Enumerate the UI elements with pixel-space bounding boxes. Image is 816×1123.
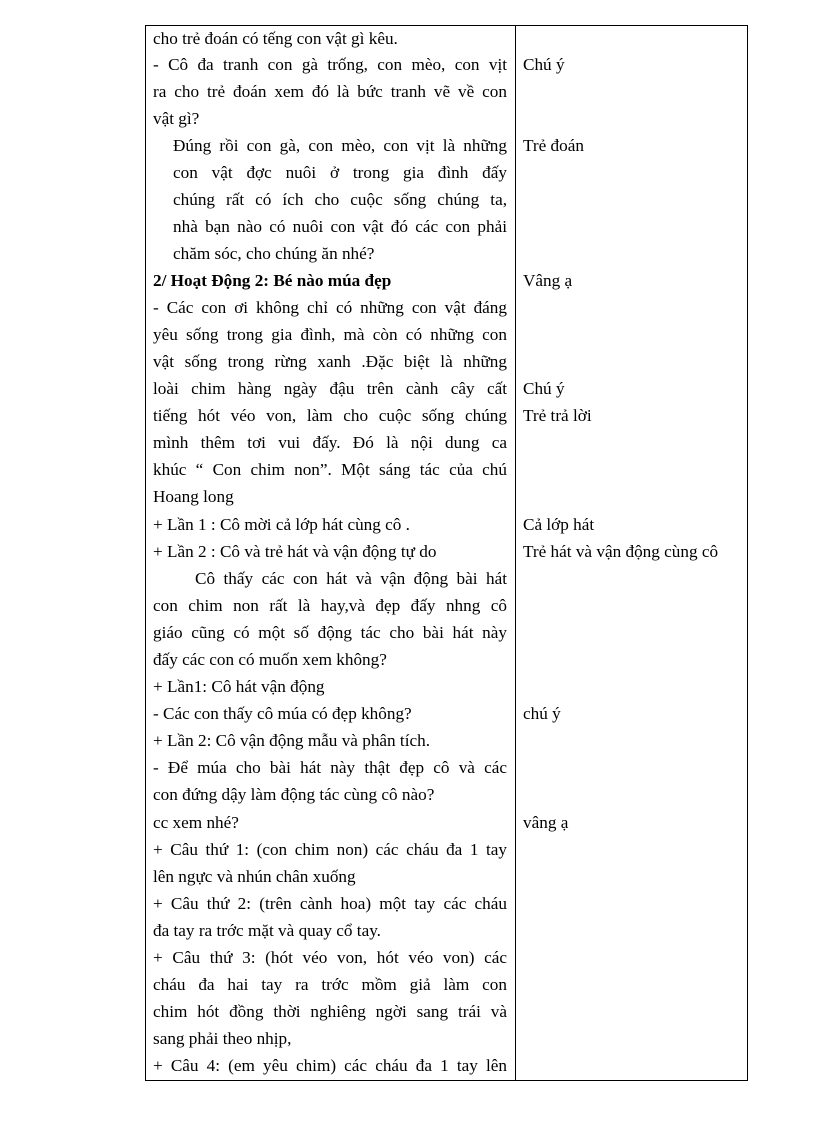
text-line: cháu đa hai tay ra trớc mồm giả làm con: [153, 975, 507, 994]
text-line: đa tay ra trớc mặt và quay cổ tay.: [153, 921, 381, 940]
text-line: lên ngực và nhún chân xuống: [153, 867, 356, 886]
response-text: Cả lớp hát: [523, 515, 595, 534]
text-line: Đúng rồi con gà, con mèo, con vịt là những: [173, 136, 507, 155]
text-line: - Cô đa tranh con gà trống, con mèo, con vịt: [153, 55, 507, 74]
text-line: con vật đợc nuôi ở trong gia đình đấy: [173, 163, 507, 182]
text-line: + Lần 2: Cô vận động mẫu và phân tích.: [153, 731, 430, 750]
text-line: vật gì?: [153, 109, 200, 128]
text-line: nhà bạn nào có nuôi con vật đó các con phải: [173, 217, 507, 236]
response-text: chú ý: [523, 704, 561, 723]
text-line: yêu sống trong gia đình, mà còn có những con: [153, 325, 507, 344]
activity-table: [145, 25, 748, 1081]
response-text: Trẻ đoán: [523, 136, 584, 155]
text-line: + Lần1: Cô hát vận động: [153, 677, 325, 696]
text-line: Cô thấy các con hát và vận động bài hát: [195, 569, 507, 588]
section-heading: 2/ Hoạt Động 2: Bé nào múa đẹp: [153, 271, 392, 290]
text-line: ra cho trẻ đoán xem đó là bức tranh vẽ về con: [153, 82, 507, 101]
text-line: sang phải theo nhịp,: [153, 1029, 292, 1048]
text-line: - Các con thấy cô múa có đẹp không?: [153, 704, 412, 723]
text-line: - Để múa cho bài hát này thật đẹp cô và các: [153, 758, 507, 777]
text-line: đấy các con có muốn xem không?: [153, 650, 387, 669]
text-line: + Lần 2 : Cô và trẻ hát và vận động tự do: [153, 542, 437, 561]
response-text: vâng ạ: [523, 813, 569, 832]
response-text: Chú ý: [523, 379, 565, 398]
text-line: + Lần 1 : Cô mời cả lớp hát cùng cô .: [153, 515, 410, 534]
text-line: + Câu thứ 2: (trên cành hoa) một tay các cháu: [153, 894, 507, 913]
column-divider: [515, 26, 516, 1080]
text-line: tiếng hót véo von, làm cho cuộc sống chúng: [153, 406, 507, 425]
text-line: chăm sóc, cho chúng ăn nhé?: [173, 244, 375, 263]
text-line: cho trẻ đoán có tếng con vật gì kêu.: [153, 29, 398, 48]
text-line: khúc “ Con chim non”. Một sáng tác của chú: [153, 460, 507, 479]
text-line: vật sống trong rừng xanh .Đặc biệt là những: [153, 352, 507, 371]
response-text: Vâng ạ: [523, 271, 573, 290]
text-line: loài chim hàng ngày đậu trên cành cây cất: [153, 379, 507, 398]
response-text: Chú ý: [523, 55, 565, 74]
text-line: chúng rất có ích cho cuộc sống chúng ta,: [173, 190, 507, 209]
text-line: chim hót đồng thời nghiêng ngời sang trái và: [153, 1002, 507, 1021]
text-line: + Câu 4: (em yêu chim) các cháu đa 1 tay lên: [153, 1056, 507, 1075]
text-line: + Câu thứ 3: (hót véo von, hót véo von) các: [153, 948, 507, 967]
text-line: giáo cũng có một số động tác cho bài hát này: [153, 623, 507, 642]
text-line: con đứng dậy làm động tác cùng cô nào?: [153, 785, 435, 804]
text-line: cc xem nhé?: [153, 813, 239, 832]
text-line: - Các con ơi không chỉ có những con vật đáng: [153, 298, 507, 317]
text-line: Hoang long: [153, 487, 234, 506]
response-text: Trẻ trả lời: [523, 406, 592, 425]
response-text: Trẻ hát và vận động cùng cô: [523, 542, 719, 561]
text-line: mình thêm tơi vui đấy. Đó là nội dung ca: [153, 433, 507, 452]
text-line: con chim non rất là hay,và đẹp đấy nhng cô: [153, 596, 507, 615]
text-line: + Câu thứ 1: (con chim non) các cháu đa 1 tay: [153, 840, 507, 859]
